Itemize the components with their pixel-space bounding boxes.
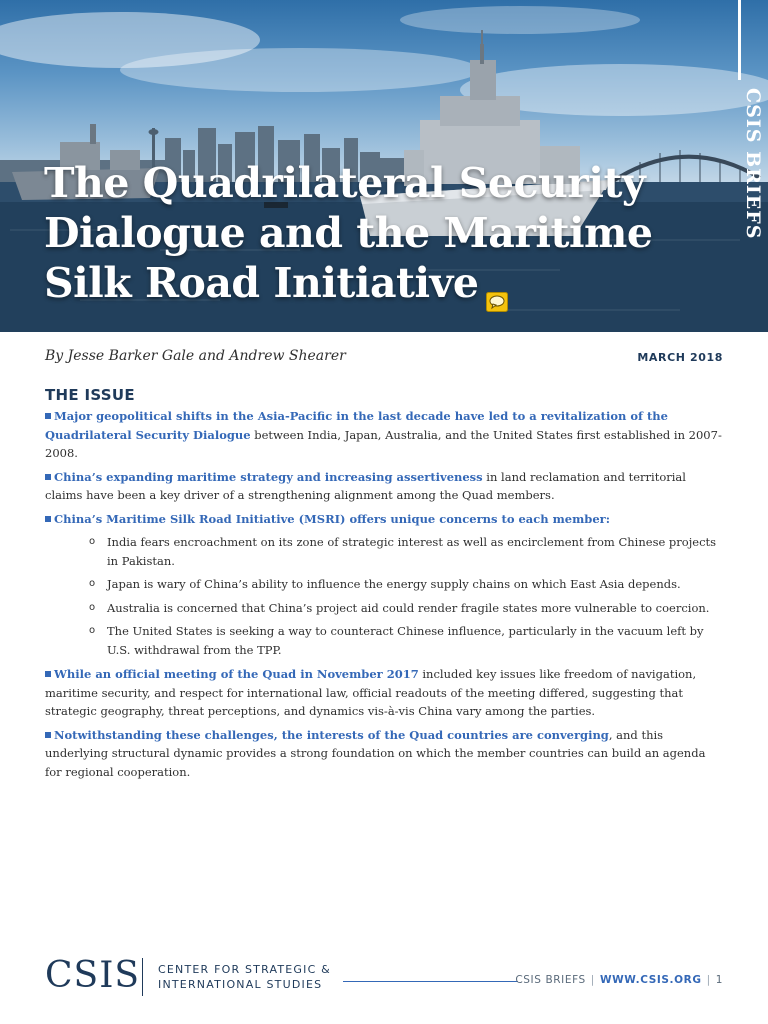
issue-paragraph-3 xyxy=(45,510,725,529)
series-rule xyxy=(738,0,741,80)
issue-highlight-4: While an official meeting of the Quad in November 2017 xyxy=(54,667,419,681)
issue-text-1: between India, Japan, Australia, and the United States first established in 2007-2008. xyxy=(45,427,722,460)
issue-text-5: , and this underlying structural dynamic provides a strong foundation on which the member countries can build an agenda for regional cooperation. xyxy=(45,727,706,779)
member-concerns-list xyxy=(45,533,725,659)
issue-highlight-5: Notwithstanding these challenges, the interests of the Quad countries are converging xyxy=(54,727,609,742)
organization-name xyxy=(158,962,331,992)
bullet-square-icon xyxy=(45,474,51,480)
list-item xyxy=(89,599,725,618)
organization-name-line-2: INTERNATIONAL STUDIES xyxy=(158,978,323,991)
footer-url-link[interactable]: WWW.CSIS.ORG xyxy=(599,974,702,986)
issue-paragraph-2 xyxy=(45,468,725,505)
circle-bullet-icon: o xyxy=(89,536,96,547)
byline: By Jesse Barker Gale and Andrew Shearer xyxy=(45,348,346,364)
footer-separator: | xyxy=(706,974,711,986)
bullet-square-icon xyxy=(45,516,51,522)
issue-paragraph-1 xyxy=(45,407,725,463)
page-number: 1 xyxy=(715,974,723,986)
bullet-square-icon xyxy=(45,732,51,738)
section-heading-issue: THE ISSUE xyxy=(45,386,135,404)
footer-info xyxy=(515,974,723,986)
list-item xyxy=(89,575,725,594)
footer-separator: | xyxy=(590,974,595,986)
list-item-text: Australia is concerned that China’s project aid could render fragile states more vulnerable to coercion. xyxy=(107,600,710,615)
list-item-text: Japan is wary of China’s ability to influence the energy supply chains on which East Asia depends. xyxy=(107,577,681,591)
document-title xyxy=(44,158,664,308)
list-item-text: India fears encroachment on its zone of strategic interest as well as encirclement from Chinese projects in Pakistan. xyxy=(107,535,717,568)
issue-text-2: in land reclamation and territorial claims have been a key driver of a strengthening alignment among the Quad members. xyxy=(45,469,686,502)
series-label: CSIS BRIEFS xyxy=(742,88,764,240)
footer-divider xyxy=(142,958,143,996)
csis-logo: CSIS xyxy=(45,955,141,996)
circle-bullet-icon: o xyxy=(89,578,96,589)
list-item xyxy=(89,533,725,570)
document-title-text: The Quadrilateral Security Dialogue and the Maritime Silk Road Initiative xyxy=(44,159,653,307)
publication-date: MARCH 2018 xyxy=(637,351,723,364)
footer-series: CSIS BRIEFS xyxy=(515,974,586,986)
issue-highlight-2: China’s expanding maritime strategy and increasing assertiveness xyxy=(54,469,483,484)
footer-rule xyxy=(343,981,518,982)
issue-text-4: included key issues like freedom of navigation, maritime security, and respect for international law, official readouts of the meeting differed, suggesting that strategic geography, threat perceptions, and dynamics vis-à-vis China vary among the parties. xyxy=(45,667,697,718)
issue-highlight-3: China’s Maritime Silk Road Initiative (MSRI) offers unique concerns to each member: xyxy=(54,511,610,526)
comment-icon[interactable] xyxy=(486,273,508,293)
circle-bullet-icon: o xyxy=(89,625,96,636)
organization-name-line-1: CENTER FOR STRATEGIC & xyxy=(158,963,331,976)
list-item-text: The United States is seeking a way to counteract Chinese influence, particularly in the vacuum left by U.S. withdrawal from the TPP. xyxy=(107,624,704,657)
issue-highlight-1: Major geopolitical shifts in the Asia-Pacific in the last decade have led to a revitalization of the Quadrilateral Security Dialogue xyxy=(45,409,668,442)
issue-paragraph-4 xyxy=(45,665,725,721)
issue-body xyxy=(45,407,725,786)
bullet-square-icon xyxy=(45,413,51,419)
list-item xyxy=(89,622,725,659)
circle-bullet-icon: o xyxy=(89,601,96,613)
issue-paragraph-5 xyxy=(45,726,725,782)
hero-banner xyxy=(0,0,768,332)
bullet-square-icon xyxy=(45,671,51,677)
